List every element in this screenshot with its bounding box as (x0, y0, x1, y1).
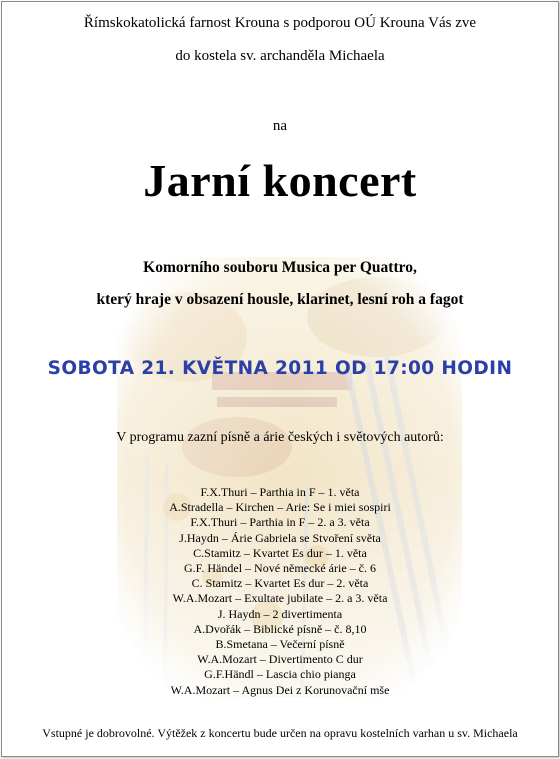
program-item: G.F.Händl – Lascia chio pianga (204, 667, 356, 682)
program-item: A.Dvořák – Biblické písně – č. 8,10 (193, 621, 367, 636)
program-list (2, 485, 558, 698)
invitation-line-1: Římskokatolická farnost Krouna s podporou OÚ Krouna Vás zve (83, 15, 477, 31)
program-item: W.A.Mozart – Exultate jubilate – 2. a 3. věta (172, 591, 388, 606)
program-item: G.F. Händel – Nové německé árie – č. 6 (184, 561, 376, 576)
program-item: F.X.Thuri – Parthia in F – 1. věta (200, 485, 360, 499)
program-item: J.Haydn – Árie Gabriela se Stvoření světa (179, 530, 381, 545)
program-intro: V programu zazní písně a árie českých i světových autorů: (116, 430, 444, 445)
invitation-na: na (272, 118, 288, 134)
program-item: W.A.Mozart – Divertimento C dur (197, 652, 363, 667)
concert-title: Jarní koncert (143, 155, 417, 206)
program-item: C. Stamitz – Kvartet Es dur – 2. věta (191, 576, 369, 591)
ensemble-line-2: který hraje v obsazení housle, klarinet, lesní roh a fagot (96, 291, 464, 308)
poster-page (1, 1, 559, 757)
ensemble-line-1: Komorního souboru Musica per Quattro, (143, 259, 417, 276)
program-item: W.A.Mozart – Agnus Dei z Korunovační mše (170, 682, 390, 697)
program-item: C.Stamitz – Kvartet Es dur – 1. věta (193, 545, 367, 560)
concert-date: SOBOTA 21. KVĚTNA 2011 OD 17:00 HODIN (47, 358, 513, 379)
program-item: A.Stradella – Kirchen – Arie: Se i miei sospiri (169, 500, 391, 515)
program-item: B.Smetana – Večerní písně (215, 637, 345, 652)
footer-note: Vstupné je dobrovolné. Výtěžek z koncertu bude určen na opravu kostelních varhan u sv. Michaela (42, 726, 518, 740)
program-item: J. Haydn – 2 divertimenta (217, 606, 343, 621)
invitation-line-2: do kostela sv. archanděla Michaela (175, 48, 385, 64)
program-item: F.X.Thuri – Parthia in F – 2. a 3. věta (190, 515, 370, 530)
